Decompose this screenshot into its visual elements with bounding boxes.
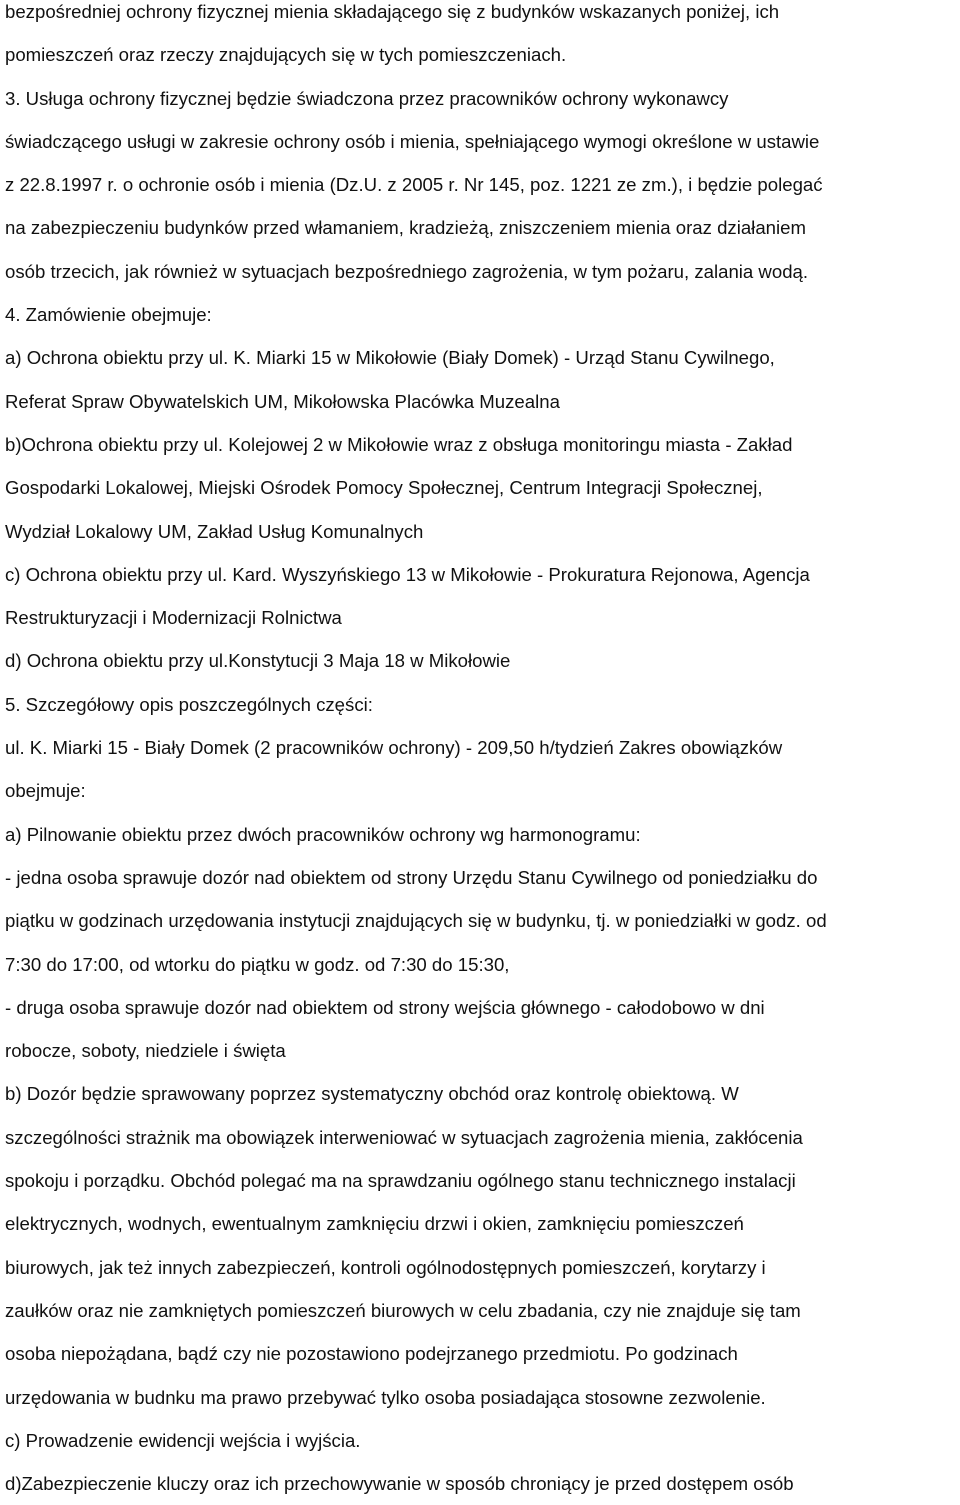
text-line: - druga osoba sprawuje dozór nad obiektem od strony wejścia głównego - całodobowo w dni: [5, 996, 765, 1018]
text-line: obejmuje:: [5, 780, 86, 802]
text-line: a) Ochrona obiektu przy ul. K. Miarki 15 w Mikołowie (Biały Domek) - Urząd Stanu Cywilnego,: [5, 347, 775, 369]
text-line: Wydział Lokalowy UM, Zakład Usług Komunalnych: [5, 520, 424, 542]
text-line: Restrukturyzacji i Modernizacji Rolnictwa: [5, 607, 342, 629]
text-line: Referat Spraw Obywatelskich UM, Mikołowska Placówka Muzealna: [5, 390, 560, 412]
text-line: 3. Usługa ochrony fizycznej będzie świadczona przez pracowników ochrony wykonawcy: [5, 87, 729, 109]
text-line: urzędowania w budnku ma prawo przebywać tylko osoba posiadająca stosowne zezwolenie.: [5, 1386, 766, 1408]
text-line: - jedna osoba sprawuje dozór nad obiektem od strony Urzędu Stanu Cywilnego od poniedziałku do: [5, 866, 818, 888]
text-line: biurowych, jak też innych zabezpieczeń, kontroli ogólnodostępnych pomieszczeń, korytarzy i: [5, 1256, 766, 1278]
text-line: robocze, soboty, niedziele i święta: [5, 1040, 286, 1062]
text-line: 7:30 do 17:00, od wtorku do piątku w godz. od 7:30 do 15:30,: [5, 953, 510, 975]
text-line: na zabezpieczeniu budynków przed włamaniem, kradzieżą, zniszczeniem mienia oraz działaniem: [5, 217, 806, 239]
text-line: z 22.8.1997 r. o ochronie osób i mienia (Dz.U. z 2005 r. Nr 145, poz. 1221 ze zm.), i będzie polegać: [5, 174, 823, 196]
text-line: świadczącego usługi w zakresie ochrony osób i mienia, spełniającego wymogi określone w ustawie: [5, 130, 820, 152]
text-line: osoba niepożądana, bądź czy nie pozostawiono podejrzanego przedmiotu. Po godzinach: [5, 1343, 738, 1365]
text-line: zaułków oraz nie zamkniętych pomieszczeń biurowych w celu zbadania, czy nie znajduje się tam: [5, 1299, 801, 1321]
text-line: pomieszczeń oraz rzeczy znajdujących się w tych pomieszczeniach.: [5, 44, 567, 66]
text-line: 5. Szczegółowy opis poszczególnych części:: [5, 693, 373, 715]
text-line: c) Prowadzenie ewidencji wejścia i wyjścia.: [5, 1429, 361, 1451]
text-line: osób trzecich, jak również w sytuacjach bezpośredniego zagrożenia, w tym pożaru, zalania wodą.: [5, 260, 809, 282]
text-line: b) Dozór będzie sprawowany poprzez systematyczny obchód oraz kontrolę obiektową. W: [5, 1083, 739, 1105]
text-line: piątku w godzinach urzędowania instytucji znajdujących się w budynku, tj. w poniedziałki w godz. od: [5, 910, 827, 932]
text-line: ul. K. Miarki 15 - Biały Domek (2 pracowników ochrony) - 209,50 h/tydzień Zakres obowiązków: [5, 737, 783, 759]
text-line: elektrycznych, wodnych, ewentualnym zamknięciu drzwi i okien, zamknięciu pomieszczeń: [5, 1213, 744, 1235]
text-line: spokoju i porządku. Obchód polegać ma na sprawdzaniu ogólnego stanu technicznego instalacji: [5, 1170, 796, 1192]
text-line: bezpośredniej ochrony fizycznej mienia składającego się z budynków wskazanych poniżej, ich: [5, 1, 780, 22]
text-line: d)Zabezpieczenie kluczy oraz ich przechowywanie w sposób chroniący je przed dostępem osób: [5, 1473, 794, 1495]
text-line: c) Ochrona obiektu przy ul. Kard. Wyszyńskiego 13 w Mikołowie - Prokuratura Rejonowa, Agencja: [5, 563, 810, 585]
text-line: b)Ochrona obiektu przy ul. Kolejowej 2 w Mikołowie wraz z obsługa monitoringu miasta - Zakład: [5, 433, 793, 455]
text-line: Gospodarki Lokalowej, Miejski Ośrodek Pomocy Społecznej, Centrum Integracji Społecznej,: [5, 477, 763, 499]
document-page: [5, 0, 955, 1505]
text-line: a) Pilnowanie obiektu przez dwóch pracowników ochrony wg harmonogramu:: [5, 823, 641, 845]
text-line: szczególności strażnik ma obowiązek interweniować w sytuacjach zagrożenia mienia, zakłócenia: [5, 1126, 803, 1148]
text-line: 4. Zamówienie obejmuje:: [5, 304, 212, 326]
text-line: d) Ochrona obiektu przy ul.Konstytucji 3 Maja 18 w Mikołowie: [5, 650, 511, 672]
